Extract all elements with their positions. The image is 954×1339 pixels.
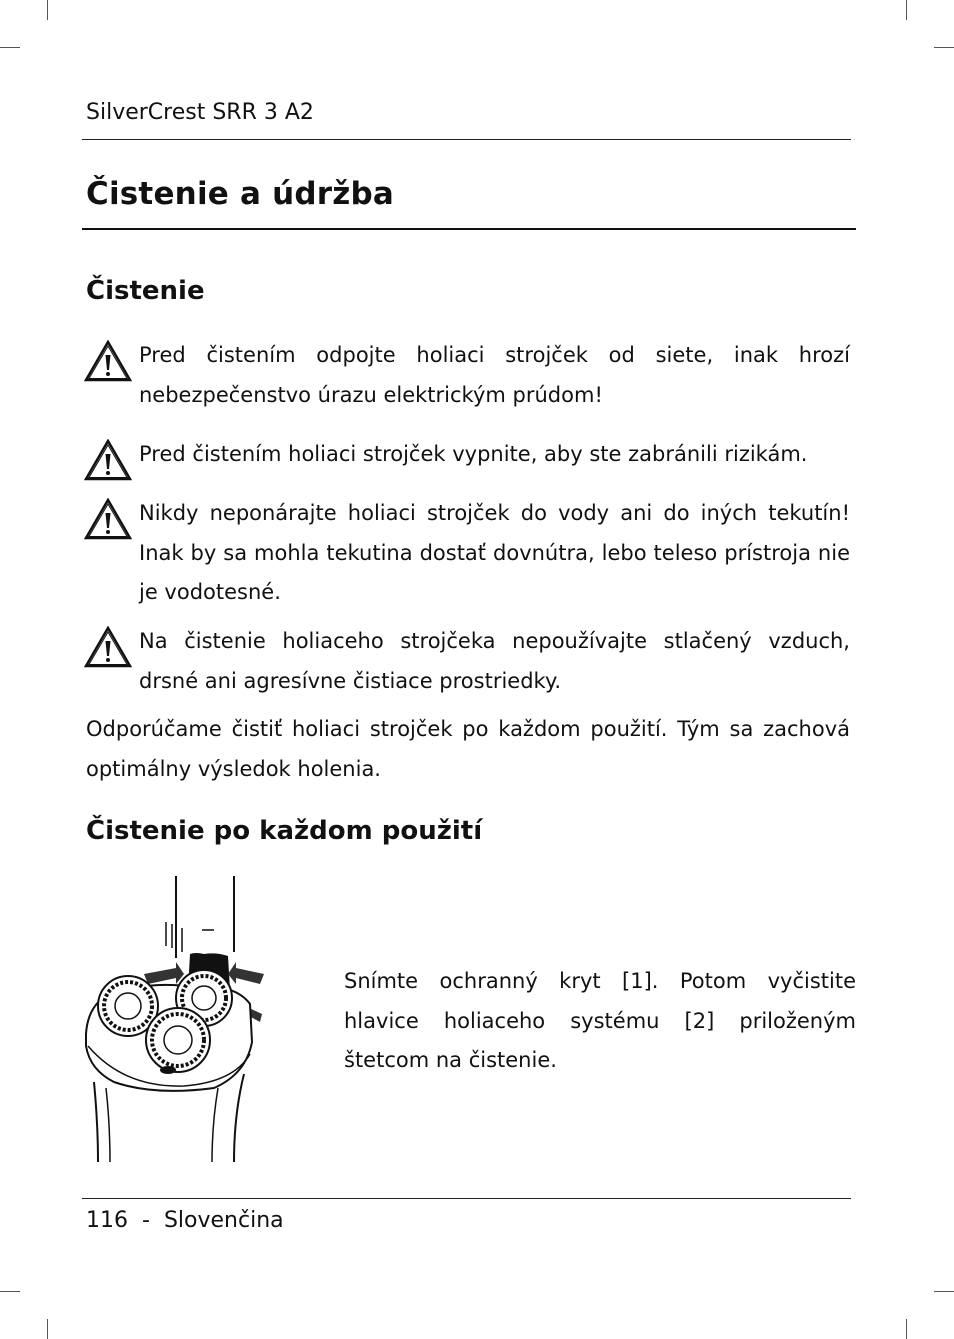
warning-block-2	[84, 435, 850, 475]
footer	[86, 1208, 284, 1233]
warning-triangle-icon	[84, 439, 132, 481]
crop-mark	[934, 47, 954, 48]
cleaning-heading: Čistenie	[86, 276, 205, 306]
warning-block-4	[84, 622, 850, 701]
shaver-cleaning-illustration	[84, 874, 280, 1164]
crop-mark	[0, 47, 20, 48]
warning-text: Nikdy neponárajte holiaci strojček do vody ani do iných tekutín! Inak by sa mohla tekutina dostať dovnútra, lebo teleso prístroja nie je vodotesné.	[139, 501, 850, 604]
header-rule	[82, 139, 851, 140]
warning-triangle-icon	[84, 498, 132, 540]
after-use-instruction: Snímte ochranný kryt [1]. Potom vyčistite hlavice holiaceho systému [2] priloženým štetcom na čistenie.	[344, 969, 856, 1072]
warning-text: Pred čistením holiaci strojček vypnite, aby ste zabránili rizikám.	[139, 442, 808, 466]
warning-text: Pred čistením odpojte holiaci strojček od siete, inak hrozí nebezpečenstvo úrazu elektrickým prúdom!	[139, 343, 850, 407]
warning-triangle-icon	[84, 626, 132, 668]
recommendation-paragraph: Odporúčame čistiť holiaci strojček po každom použití. Tým sa zachová optimálny výsledok holenia.	[86, 717, 850, 781]
crop-mark	[934, 1291, 954, 1292]
crop-mark	[47, 0, 48, 20]
section-title-rule	[82, 228, 856, 230]
after-use-heading: Čistenie po každom použití	[86, 816, 483, 846]
warning-block-1	[84, 336, 850, 415]
header-product-name: SilverCrest SRR 3 A2	[86, 100, 314, 125]
crop-mark	[47, 1319, 48, 1339]
crop-mark	[906, 1319, 907, 1339]
footer-rule	[82, 1198, 851, 1199]
crop-mark	[906, 0, 907, 20]
footer-separator: -	[142, 1208, 150, 1233]
warning-block-3	[84, 494, 850, 613]
warning-text: Na čistenie holiaceho strojčeka nepoužívajte stlačený vzduch, drsné ani agresívne čistiace prostriedky.	[139, 629, 850, 693]
page-number: 116	[86, 1208, 128, 1233]
warning-triangle-icon	[84, 340, 132, 382]
footer-language: Slovenčina	[163, 1208, 284, 1233]
section-title: Čistenie a údržba	[86, 176, 394, 212]
crop-mark	[0, 1291, 20, 1292]
